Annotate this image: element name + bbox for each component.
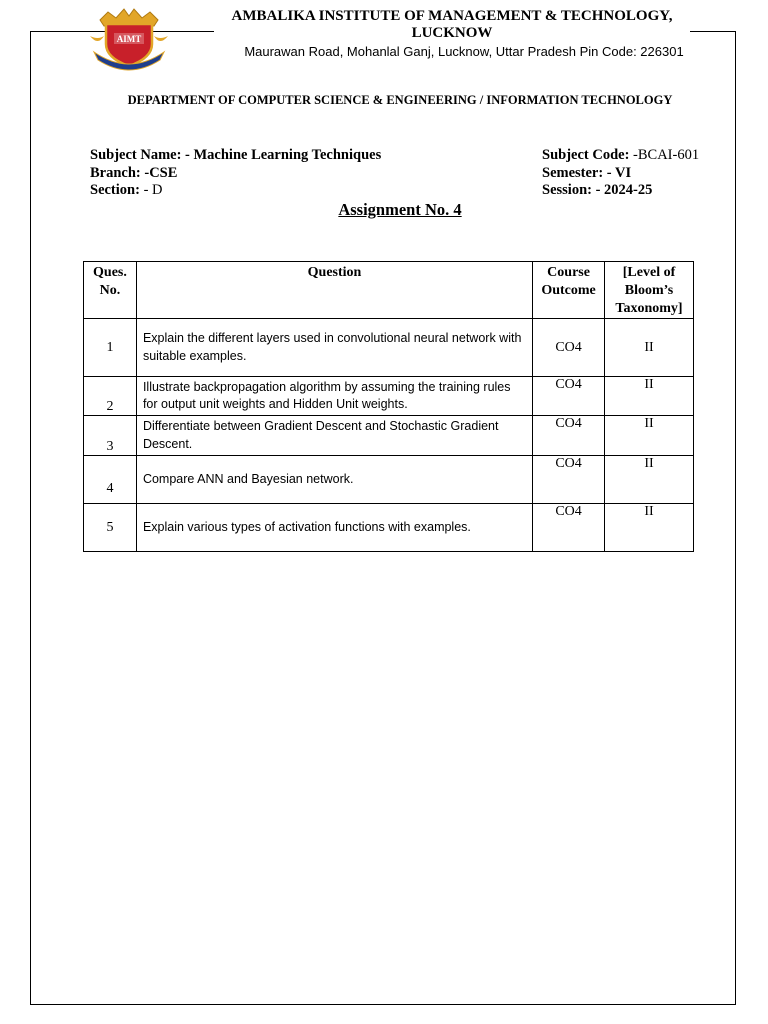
question-number: 1 <box>84 319 137 377</box>
header-bloom-level: [Level of Bloom’s Taxonomy] <box>605 262 694 319</box>
bloom-level: II <box>605 416 694 456</box>
course-outcome: CO4 <box>533 456 605 504</box>
logo-text: AIMT <box>116 34 142 44</box>
meta-right <box>542 147 699 200</box>
bloom-level: II <box>605 504 694 552</box>
bloom-level: II <box>605 377 694 416</box>
question-text: Differentiate between Gradient Descent and Stochastic Gradient Descent. <box>136 416 532 456</box>
questions-table <box>83 261 694 552</box>
meta-left <box>90 147 381 200</box>
question-number: 2 <box>84 377 137 416</box>
department-title: DEPARTMENT OF COMPUTER SCIENCE & ENGINEERING / INFORMATION TECHNOLOGY <box>127 93 673 107</box>
course-outcome: CO4 <box>533 504 605 552</box>
session: Session: - 2024-25 <box>542 182 653 198</box>
subject-code-label: Subject Code: <box>542 147 630 163</box>
header-question-number: Ques. No. <box>84 262 137 319</box>
institute-logo <box>88 6 170 72</box>
subject-name: Subject Name: - Machine Learning Techniques <box>90 147 382 163</box>
course-outcome: CO4 <box>533 377 605 416</box>
section-label: Section: <box>90 182 140 198</box>
question-number: 4 <box>84 456 137 504</box>
section-value: - D <box>139 182 163 198</box>
question-text: Compare ANN and Bayesian network. <box>136 456 532 504</box>
bloom-level: II <box>605 456 694 504</box>
subject-code-value: -BCAI-601 <box>629 147 700 163</box>
header-question: Question <box>136 262 532 319</box>
table-row <box>84 377 694 416</box>
header-course-outcome: Course Outcome <box>533 262 605 319</box>
question-number: 5 <box>84 504 137 552</box>
branch: Branch: -CSE <box>90 164 178 181</box>
question-number: 3 <box>84 416 137 456</box>
table-header-row <box>84 262 694 319</box>
institute-name: AMBALIKA INSTITUTE OF MANAGEMENT & TECHNOLOGY, LUCKNOW <box>214 8 690 42</box>
question-text: Illustrate backpropagation algorithm by assuming the training rules for output unit weights and Hidden Unit weights. <box>136 377 532 416</box>
table-row <box>84 416 694 456</box>
question-text: Explain the different layers used in convolutional neural network with suitable examples. <box>136 319 532 377</box>
table-row <box>84 456 694 504</box>
bloom-level: II <box>605 319 694 377</box>
semester: Semester: - VI <box>542 164 632 181</box>
course-outcome: CO4 <box>533 416 605 456</box>
institute-address: Maurawan Road, Mohanlal Ganj, Lucknow, Uttar Pradesh Pin Code: 226301 <box>214 44 714 59</box>
question-text: Explain various types of activation functions with examples. <box>136 504 532 552</box>
course-outcome: CO4 <box>533 319 605 377</box>
assignment-title: Assignment No. 4 <box>338 200 462 219</box>
table-row <box>84 319 694 377</box>
table-row <box>84 504 694 552</box>
